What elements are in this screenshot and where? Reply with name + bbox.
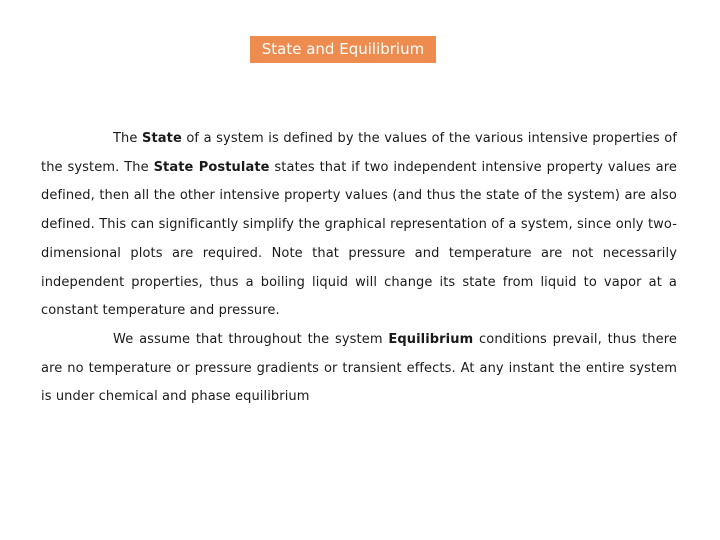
slide-title: State and Equilibrium bbox=[250, 36, 436, 63]
paragraph-state bbox=[41, 125, 677, 326]
para1-text-3: states that if two independent intensive property values are defined, then all the other intensive property values (and thus the state of the system) are also defined. This can significantly simplify the graphical representation of a system, since only two-dimensional plots are required. Note that pressure and temperature are not necessarily independent properties, thus a boiling liquid will change its state from liquid to vapor at a constant temperature and pressure. bbox=[41, 159, 677, 319]
term-state: State bbox=[141, 131, 182, 146]
term-equilibrium: Equilibrium bbox=[388, 331, 474, 347]
para2-text-1: We assume that throughout the system bbox=[113, 331, 389, 347]
title-box bbox=[250, 36, 436, 63]
para1-text-2: of a system is defined by the values of the various intensive properties of the system. The bbox=[41, 131, 677, 175]
paragraph-equilibrium bbox=[41, 326, 677, 412]
body-text bbox=[41, 125, 677, 412]
para1-text-1: The bbox=[113, 131, 142, 146]
para2-text-2: conditions prevail, thus there are no temperature or pressure gradients or transient effects. At any instant the entire system is under chemical and phase equilibrium bbox=[41, 331, 677, 405]
term-state-postulate: State Postulate bbox=[153, 159, 270, 175]
